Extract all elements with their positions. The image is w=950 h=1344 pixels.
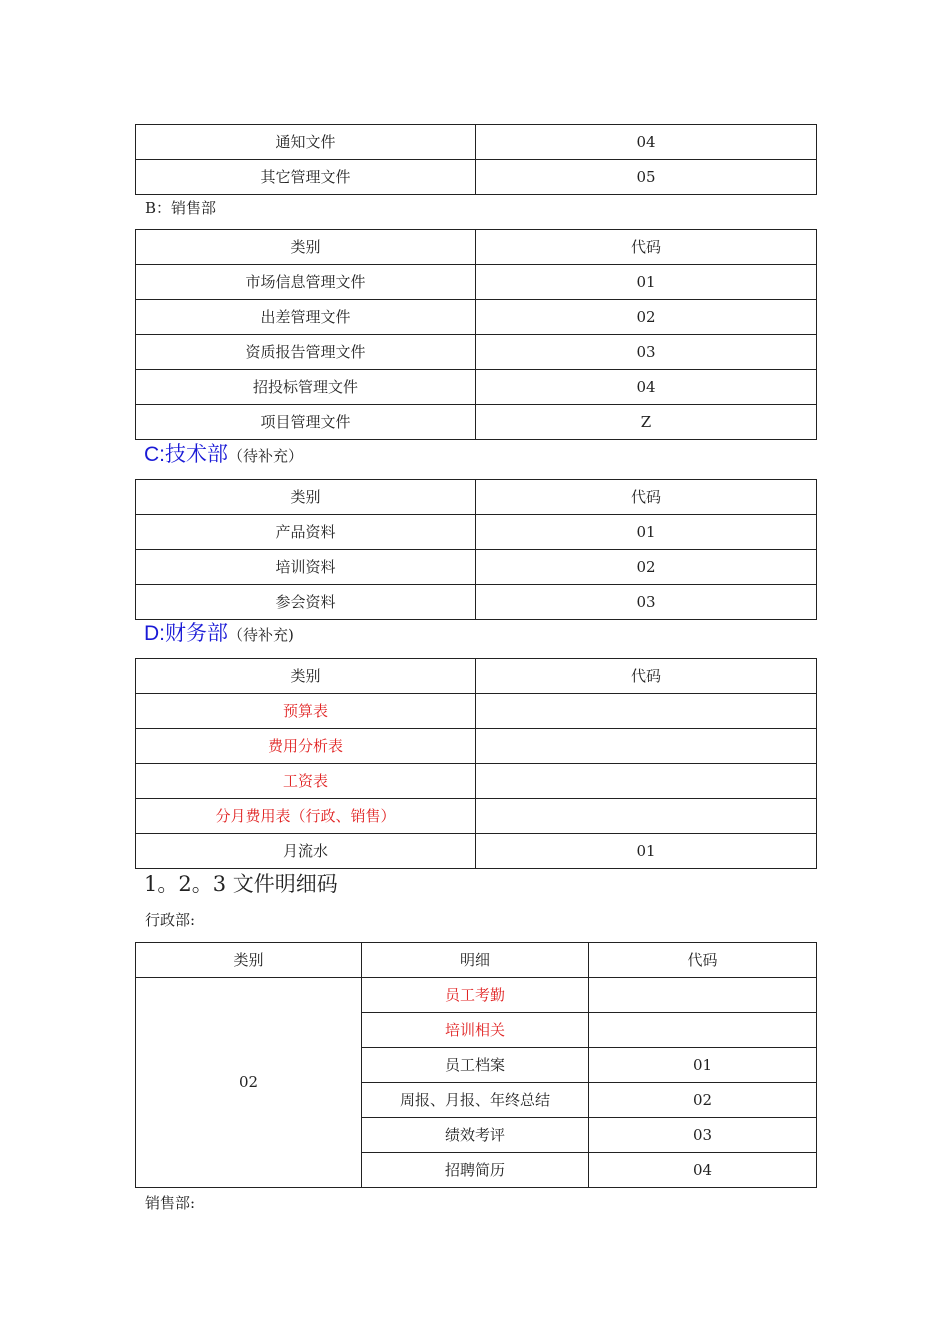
admin-dept-label: 行政部:: [145, 911, 196, 929]
code-cell: [476, 729, 817, 764]
detail-cell: 绩效考评: [362, 1118, 589, 1153]
category-cell: 分月费用表（行政、销售）: [136, 799, 476, 834]
group-category-cell: 02: [136, 978, 362, 1188]
category-cell: 其它管理文件: [136, 160, 476, 195]
header-category: 类别: [136, 480, 476, 515]
table-row: [136, 300, 817, 335]
code-cell: 03: [589, 1118, 817, 1153]
table-dept-d: [135, 658, 817, 869]
detail-cell: 员工考勤: [362, 978, 589, 1013]
table-row: [136, 799, 817, 834]
table-row: [136, 515, 817, 550]
table-header-row: [136, 943, 817, 978]
table-row: [136, 405, 817, 440]
detail-cell: 员工档案: [362, 1048, 589, 1083]
code-cell: [476, 694, 817, 729]
category-cell: 产品资料: [136, 515, 476, 550]
dept-c-heading: [144, 443, 303, 467]
table-row: [136, 550, 817, 585]
table-dept-c: [135, 479, 817, 620]
table-row: [136, 160, 817, 195]
detail-cell: 培训相关: [362, 1013, 589, 1048]
detail-cell: 招聘简历: [362, 1153, 589, 1188]
header-code: 代码: [476, 480, 817, 515]
table-row: [136, 764, 817, 799]
header-code: 代码: [589, 943, 817, 978]
table-header-row: [136, 230, 817, 265]
sales-dept-label: 销售部:: [145, 1194, 196, 1212]
category-cell: 工资表: [136, 764, 476, 799]
code-cell: 01: [476, 834, 817, 869]
category-cell: 参会资料: [136, 585, 476, 620]
header-code: 代码: [476, 659, 817, 694]
code-cell: [589, 1013, 817, 1048]
table-row: [136, 125, 817, 160]
header-code: 代码: [476, 230, 817, 265]
dept-c-note: （待补充）: [228, 447, 304, 465]
category-cell: 费用分析表: [136, 729, 476, 764]
section-heading: 1。2。3 文件明细码: [144, 872, 338, 896]
code-cell: 02: [476, 300, 817, 335]
dept-d-label: D:财务部: [144, 622, 228, 645]
category-cell: 出差管理文件: [136, 300, 476, 335]
category-cell: 月流水: [136, 834, 476, 869]
category-cell: 招投标管理文件: [136, 370, 476, 405]
table-row: [136, 335, 817, 370]
category-cell: 市场信息管理文件: [136, 265, 476, 300]
table-row: [136, 694, 817, 729]
dept-b-label: B：销售部: [145, 199, 217, 217]
code-cell: Z: [476, 405, 817, 440]
code-cell: [476, 799, 817, 834]
code-cell: 02: [476, 550, 817, 585]
code-cell: 04: [476, 370, 817, 405]
category-cell: 资质报告管理文件: [136, 335, 476, 370]
table-row: [136, 978, 817, 1013]
code-cell: 03: [476, 335, 817, 370]
code-cell: 05: [476, 160, 817, 195]
table-detail-codes: [135, 942, 817, 1188]
code-cell: 01: [589, 1048, 817, 1083]
table-header-row: [136, 659, 817, 694]
category-cell: 预算表: [136, 694, 476, 729]
code-cell: 02: [589, 1083, 817, 1118]
table-row: [136, 729, 817, 764]
category-cell: 项目管理文件: [136, 405, 476, 440]
code-cell: [476, 764, 817, 799]
code-cell: 01: [476, 265, 817, 300]
table-row: [136, 370, 817, 405]
header-detail: 明细: [362, 943, 589, 978]
category-cell: 培训资料: [136, 550, 476, 585]
header-category: 类别: [136, 659, 476, 694]
header-category: 类别: [136, 943, 362, 978]
category-cell: 通知文件: [136, 125, 476, 160]
code-cell: 01: [476, 515, 817, 550]
table-row: [136, 834, 817, 869]
code-cell: [589, 978, 817, 1013]
header-category: 类别: [136, 230, 476, 265]
table-row: [136, 265, 817, 300]
table-dept-b: [135, 229, 817, 440]
dept-d-heading: [144, 622, 294, 646]
detail-cell: 周报、月报、年终总结: [362, 1083, 589, 1118]
dept-d-note: （待补充): [228, 626, 294, 644]
table-header-row: [136, 480, 817, 515]
code-cell: 03: [476, 585, 817, 620]
table-row: [136, 585, 817, 620]
code-cell: 04: [589, 1153, 817, 1188]
table-dept-a-continued: [135, 124, 817, 195]
code-cell: 04: [476, 125, 817, 160]
dept-c-label: C:技术部: [144, 443, 228, 466]
